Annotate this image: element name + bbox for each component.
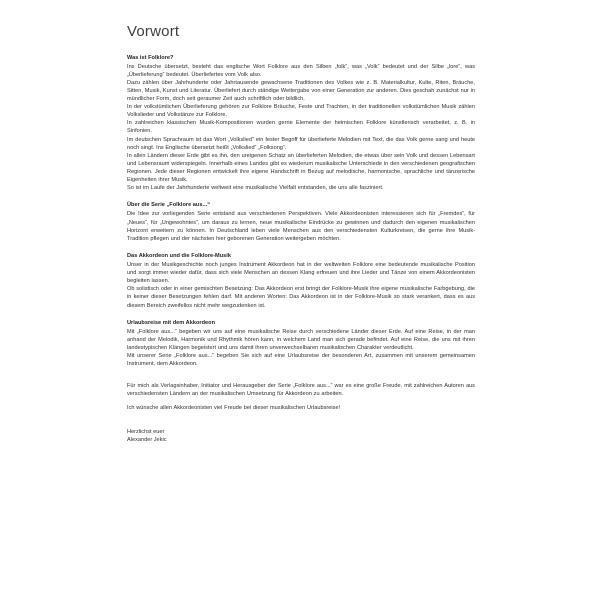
section-ueber-die-serie bbox=[127, 201, 475, 243]
paragraph: In allen Ländern dieser Erde gibt es ihn, den ureigenen Schatz an überlieferten Melodien, die etwas über sein Volk und dessen Lebensart und Lebensraum widerspiegeln. Innerhalb eines Landes gibt es wiederum musikalische Unterschiede in den verschiedenen geografischen Regionen. Jede dieser Regionen entwickelt ihre eigene Handschrift in Bezug auf melodische, harmonische, sprachliche und tänzerische Eigenheiten ihrer Musik. bbox=[127, 152, 475, 184]
paragraph: Die Idee zur vorliegenden Serie entstand aus verschiedenen Perspektiven. Viele Akkordeonisten interessieren sich für „Fremdes“, für „Neues“, für „Ungewohntes“, um daraus zu lernen, neue musikalische Eindrücke zu gewinnen und dadurch den eigenen musikalischen Horizont erweitern zu können. In Deutschland leben viele Menschen aus den verschiedensten Kulturkreisen, die gerne ihre Musik-Tradition pflegen und der nächsten hier geborenen Generation weitergeben möchten. bbox=[127, 211, 475, 242]
paragraph: In zahlreichen klassischen Musik-Kompositionen wurden gerne Elemente der heimischen Folklore künstlerisch verarbeitet, z. B. in Sinfonien. bbox=[127, 120, 475, 135]
paragraph: Unser in der Musikgeschichte noch junges Instrument Akkordeon hat in der weltweiten Folklore eine bedeutende musikalische Position und sorgt immer wieder dafür, dass sich viele Menschen an dessen Klang erfreuen und ihre Lieder und Tänze von einem Akkordeonisten begleiten lassen. bbox=[127, 262, 475, 285]
section-was-ist-folklore bbox=[127, 54, 475, 193]
section-urlaubsreise bbox=[127, 319, 475, 369]
signature-name: Alexander Jekic bbox=[127, 436, 167, 443]
section-akkordeon-und-folklore bbox=[127, 252, 475, 310]
spacer bbox=[127, 421, 475, 428]
paragraph: Ich wünsche allen Akkordeonisten viel Freude bei dieser musikalischen Urlaubsreise! bbox=[127, 404, 341, 411]
section-heading: Was ist Folklore? bbox=[127, 54, 174, 61]
page-title: Vorwort bbox=[127, 23, 180, 40]
signature-salutation: Herzlichst euer bbox=[127, 428, 165, 435]
paragraph: In der volkstümlichen Überlieferung gehören zur Folklore Bräuche, Feste und Trachten, in der traditionellen volkstümlichen Musik zählen Volkslieder und Volkstänze zur Folklore. bbox=[127, 104, 475, 119]
paragraph: Ins Deutsche übersetzt, besteht das englische Wort Folklore aus den Silben „folk“, was „Volk“ bedeutet und der Silbe „lore“, was „Überlieferung“ bedeutet. Überliefertes vom Volk also. bbox=[127, 63, 475, 78]
paragraph: Ob solistisch oder in einer gemischten Besetzung: Das Akkordeon erst bringt der Folklore-Musik ihre eigene musikalische Farbgebung, die in keiner dieser Besetzungen fehlen darf. Mit anderen Worten: Das Akkordeon ist in der Folklore-Musik so stark verankert, dass es aus diesem Bereich zweifellos nicht mehr wegzudenken ist. bbox=[127, 286, 475, 309]
paragraph: Mit „Folklore aus...“ begeben wir uns auf eine musikalische Reise durch verschiedene Länder dieser Erde. Auf eine Reise, in der man anhand der Melodik, Harmonik und Rhythmik hören kann, in welchem Land man sich gerade befindet. Auf eine Reise, die uns mit ihren landestypischen Klängen begeistert und uns damit ihren unverwechselbaren musikalischen Charakter verdeutlicht. bbox=[127, 328, 475, 351]
paragraph: Mit unserer Serie „Folklore aus...“ begeben Sie sich auf eine Urlaubsreise der besonderen Art, zusammen mit unserem gemeinsamen Instrument, dem Akkordeon. bbox=[127, 353, 475, 368]
section-heading: Urlaubsreise mit dem Akkordeon bbox=[127, 319, 216, 326]
paragraph: Dazu zählen über Jahrhunderte oder Jahrtausende gewachsene Traditionen des Volkes wie z. B. Materialkultur, Kulte, Riten, Bräuche, Sitten, Musik, Kunst und Literatur. Überliefert durch ständige Weitergabe von einer Generation zur anderen. Dies geschah zunächst nur in mündlicher Form, doch seit geraumer Zeit auch schriftlich oder bildlich. bbox=[127, 79, 475, 103]
paragraph: So ist im Laufe der Jahrhunderte weltweit eine musikalische Vielfalt entstanden, die uns alle fasziniert. bbox=[127, 185, 384, 192]
section-heading: Über die Serie „Folklore aus...“ bbox=[127, 202, 211, 209]
document-content bbox=[127, 24, 475, 444]
signature-block bbox=[127, 428, 475, 444]
paragraph: Im deutschen Sprachraum ist das Wort „Volkslied“ ein fester Begriff für überlieferte Melodien mit Text, die das Volk gerne sang und heute noch singt. Ins Englische übersetzt heißt „Volkslied“ „Folksong“. bbox=[127, 136, 475, 151]
section-heading: Das Akkordeon und die Folklore-Musik bbox=[127, 252, 232, 259]
paragraph: Für mich als Verlagsinhaber, Initiator und Herausgeber der Serie „Folklore aus...“ war es eine große Freude, mit zahlreichen Autoren aus verschiedensten Ländern an der musikalischen Umsetzung für Akkordeon zu arbeiten. bbox=[127, 383, 475, 398]
closing-block bbox=[127, 382, 475, 411]
